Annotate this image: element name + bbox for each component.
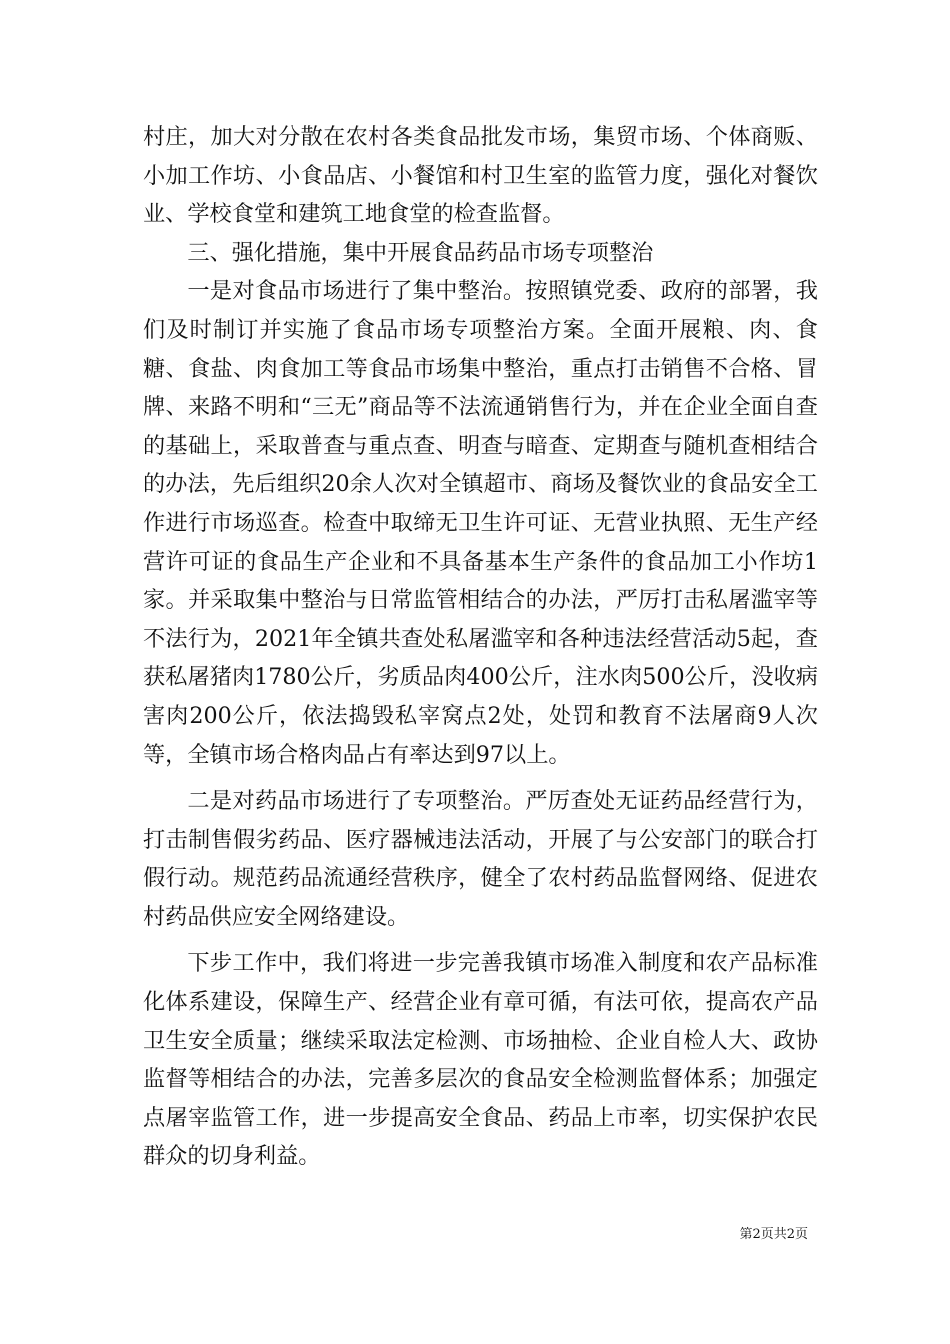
paragraph-drug-market: 二是对药品市场进行了专项整治。严厉查处无证药品经营行为，打击制售假劣药品、医疗器械违法活动，开展了与公安部门的联合打假行动。规范药品流通经营秩序，健全了农村药品监督网络、促进农村药品供应安全网络建设。 <box>143 788 818 930</box>
document-body <box>143 118 818 1176</box>
paragraph-continuation: 村庄，加大对分散在农村各类食品批发市场，集贸市场、个体商贩、小加工作坊、小食品店、小餐馆和村卫生室的监管力度，强化对餐饮业、学校食堂和建筑工地食堂的检查监督。 <box>143 124 818 228</box>
paragraph-next-steps: 下步工作中，我们将进一步完善我镇市场准入制度和农产品标准化体系建设，保障生产、经营企业有章可循，有法可依，提高农产品卫生安全质量；继续采取法定检测、市场抽检、企业自检人大、政协监督等相结合的办法，完善多层次的食品安全检测监督体系；加强定点屠宰监管工作，进一步提高安全食品、药品上市率，切实保护农民群众的切身利益。 <box>143 950 818 1170</box>
section-heading: 三、强化措施，集中开展食品药品市场专项整治 <box>187 239 654 266</box>
paragraph-food-market: 一是对食品市场进行了集中整治。按照镇党委、政府的部署，我们及时制订并实施了食品市场专项整治方案。全面开展粮、肉、食糖、食盐、肉食加工等食品市场集中整治，重点打击销售不合格、冒牌、来路不明和“三无”商品等不法流通销售行为，并在企业全面自查的基础上，采取普查与重点查、明查与暗查、定期查与随机查相结合的办法，先后组织20余人次对全镇超市、商场及餐饮业的食品安全工作进行市场巡查。检查中取缔无卫生许可证、无营业执照、无生产经营许可证的食品生产企业和不具备基本生产条件的食品加工小作坊1家。并采取集中整治与日常监管相结合的办法，严厉打击私屠滥宰等不法行为，2021年全镇共查处私屠滥宰和各种违法经营活动5起，查获私屠猪肉1780公斤，劣质品肉400公斤，注水肉500公斤，没收病害肉200公斤，依法捣毁私宰窝点2处，处罚和教育不法屠商9人次等，全镇市场合格肉品占有率达到97以上。 <box>143 278 818 768</box>
page-number: 第2页共2页 <box>739 1227 808 1242</box>
